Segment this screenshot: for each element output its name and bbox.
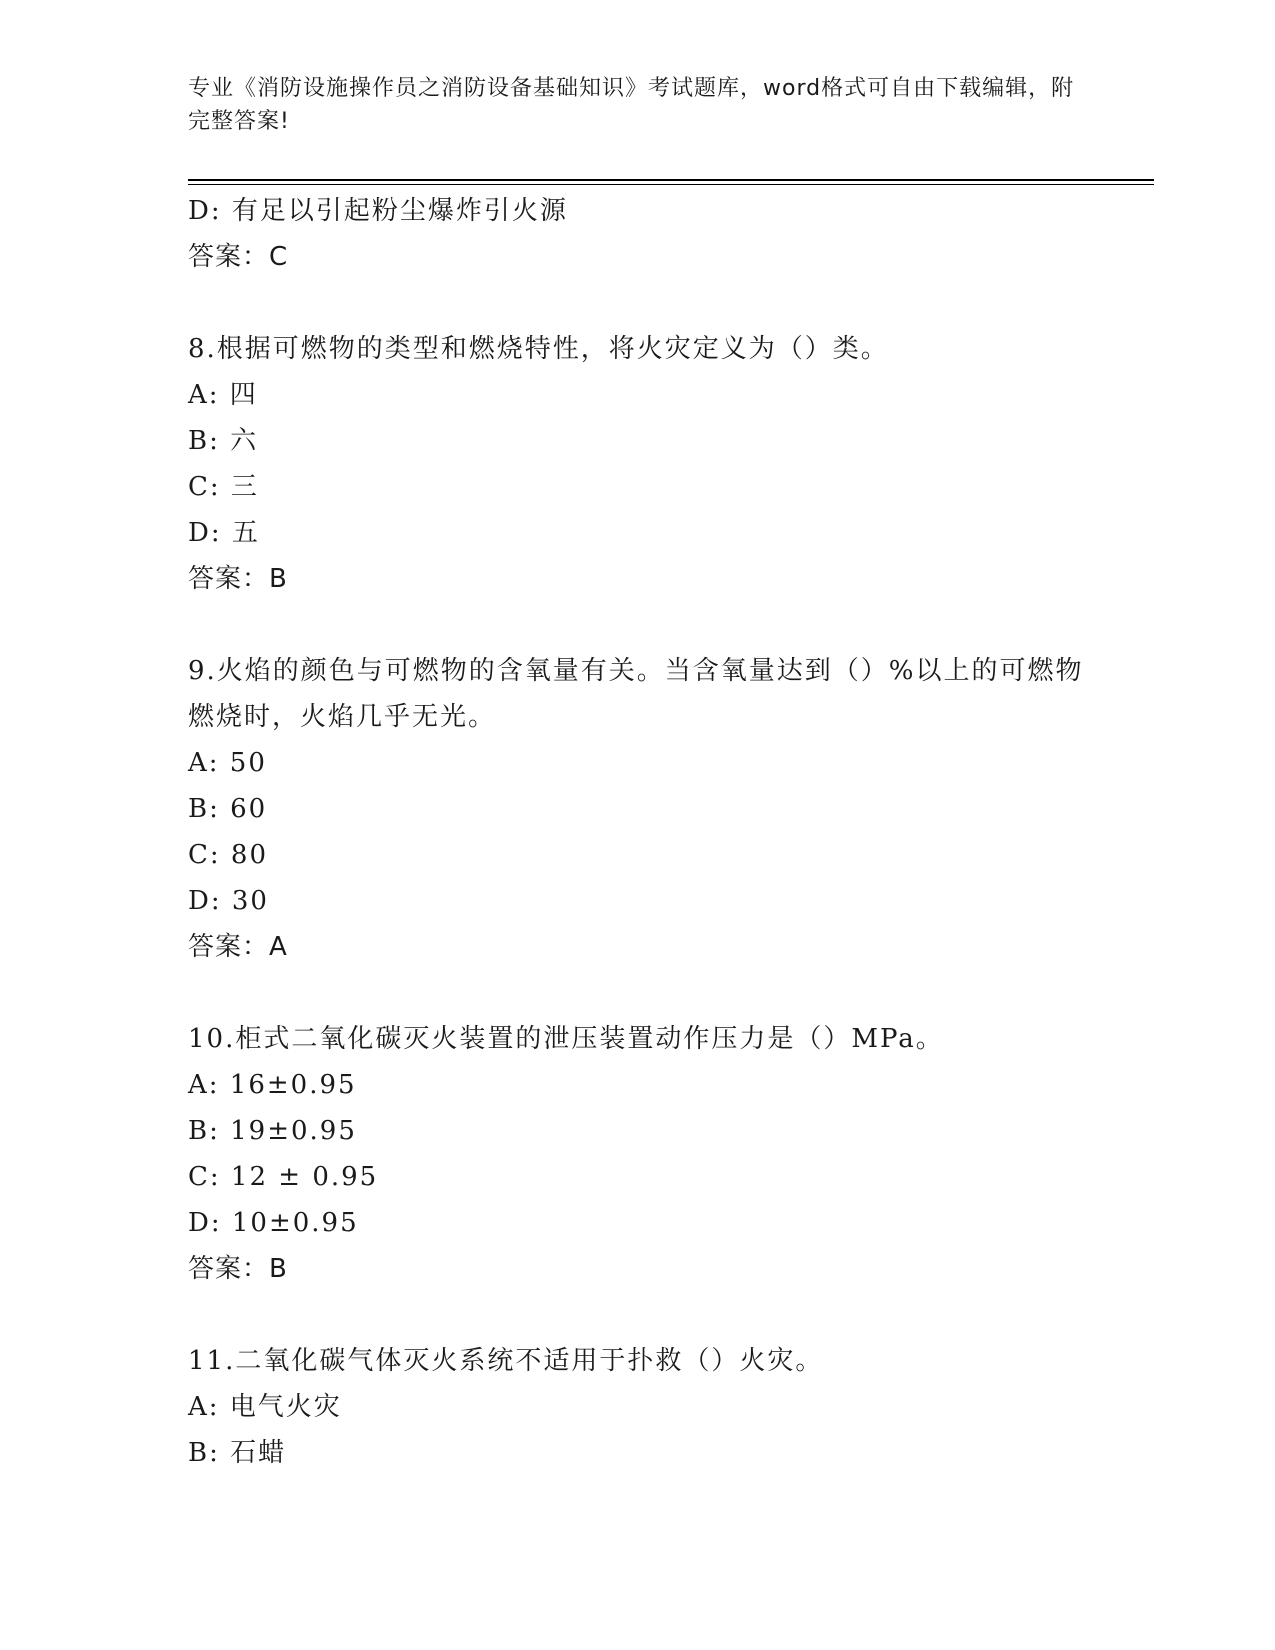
question-10 [188,1016,1088,1292]
question-text: 8.根据可燃物的类型和燃烧特性，将火灾定义为（）类。 [188,334,889,364]
header-divider-thick [188,179,1154,181]
option-c: C: 80 [188,840,269,870]
question-8 [188,326,1088,602]
option-b: B: 石蜡 [188,1438,287,1468]
option-b: B: 60 [188,794,268,824]
option-a: A: 四 [188,380,258,410]
answer-line: 答案：C [188,242,289,272]
option-a: A: 50 [188,748,267,778]
question-text: 9.火焰的颜色与可燃物的含氧量有关。当含氧量达到（）%以上的可燃物燃烧时，火焰几乎无光。 [188,656,1084,732]
option-b: B: 19±0.95 [188,1116,357,1146]
option-b: B: 六 [188,426,259,456]
question-text: 10.柜式二氧化碳灭火装置的泄压装置动作压力是（）MPa。 [188,1024,944,1054]
option-d: D: 五 [188,518,260,548]
previous-question-tail [188,188,1088,280]
option-c: C: 12 ± 0.95 [188,1162,379,1192]
question-list [188,188,1088,1476]
header-divider-thin [188,184,1154,185]
option-d: D: 有足以引起粉尘爆炸引火源 [188,196,568,226]
question-9 [188,648,1088,970]
question-11 [188,1338,1088,1476]
option-c: C: 三 [188,472,259,502]
document-intro: 专业《消防设施操作员之消防设备基础知识》考试题库，word格式可自由下载编辑，附完整答案! [188,76,1075,134]
option-d: D: 10±0.95 [188,1208,359,1238]
question-text: 11.二氧化碳气体灭火系统不适用于扑救（）火灾。 [188,1346,824,1376]
answer-line: 答案：B [188,1254,288,1284]
option-a: A: 电气火灾 [188,1392,342,1422]
option-d: D: 30 [188,886,269,916]
answer-line: 答案：A [188,932,288,962]
option-a: A: 16±0.95 [188,1070,357,1100]
answer-line: 答案：B [188,564,288,594]
